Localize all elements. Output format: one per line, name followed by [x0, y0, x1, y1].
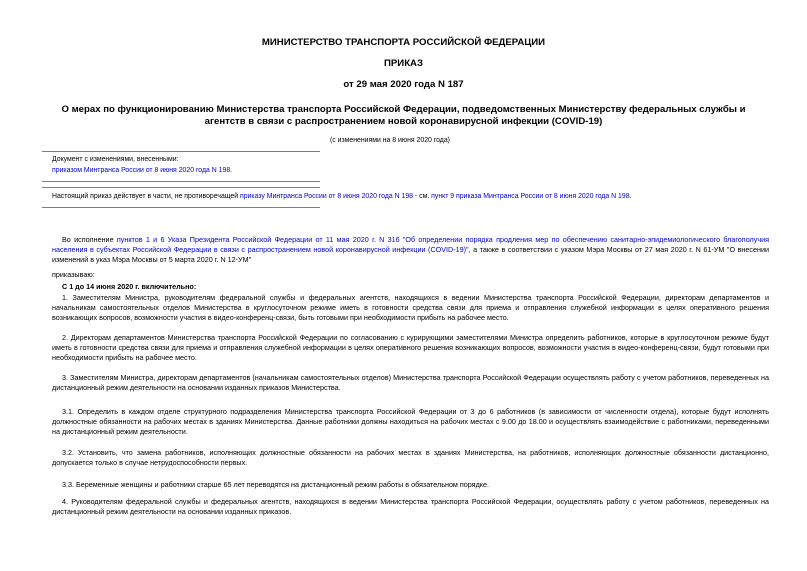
validity-point-link[interactable]: пункт 9 приказа Минтранса России от 8 июня 2020 года N 198 — [431, 193, 630, 200]
paragraph-2: 2. Директорам департаментов Министерства транспорта Российской Федерации по согласованию с курирующими заместителями Министра определить работников, которые в круглосуточном режиме будут иметь в готовности средства связи для приема и отправления служебной информации в целях оперативного решения возникающих вопросов, возможности участия в видео-конференц-связи, будут готовыми при необходимости прибыть на рабочее место. — [52, 333, 769, 362]
paragraph-3-3: 3.3. Беременные женщины и работники старше 65 лет переводятся на дистанционный режим работы в обязательном порядке. — [62, 480, 489, 489]
paragraph-3-2: 3.2. Установить, что замена работников, исполняющих должностные обязанности на рабочих местах в зданиях Министерства, на работников, исполняющих должностные обязанности дистанционно, допускается только в случае нетрудоспособности первых. — [52, 448, 769, 467]
paragraph-3-1: 3.1. Определить в каждом отделе структурного подразделения Министерства транспорта Российской Федерации от 3 до 6 работников (в зависимости от численности отдела), которые будут исполнять должностные обязанности на рабочих местах в зданиях Министерства. Данные работники должны находиться на рабочих местах с 9.00 до 18.00 и осуществлять взаимодействие с работниками, переведенными на дистанционный режим деятельности. — [52, 407, 769, 436]
validity-prefix: Настоящий приказ действует в части, не противоречащей — [52, 193, 240, 200]
amendment-order-link[interactable]: приказом Минтранса России от 8 июня 2020 года N 198 — [52, 167, 231, 174]
period-heading: С 1 до 14 июня 2020 г. включительно: — [62, 282, 197, 291]
validity-note — [52, 192, 631, 202]
date-number-heading: от 29 мая 2020 года N 187 — [343, 79, 464, 90]
intro-text-end: , а также в соответствии с указом Мэра Москвы от 27 мая 2020 г. N 61-УМ "О внесении изменений в указ Мэра Москвы от 5 марта 2020 г. N 12-УМ" — [52, 244, 769, 264]
paragraph-4: 4. Руководителям федеральной службы и федеральных агентств, находящихся в ведении Министерства транспорта Российской Федерации, осуществлять работу с учетом работников, переведенных на дистанционный режим деятельности на основании изданных приказов. — [52, 497, 769, 516]
paragraph-1: 1. Заместителям Министра, руководителям федеральной службы и федеральных агентств, находящихся в ведении Министерства транспорта Российской Федерации, директорам департаментов и начальникам самостоятельных отделов Министерства в круглосуточном режиме иметь в готовности средства связи для приема и отправления служебной информации в целях оперативного решения возникающих вопросов, возможности участия в видео-конференц-связи, быть готовыми при необходимости прибыть на рабочее место. — [52, 293, 769, 322]
doc-type-heading: ПРИКАЗ — [384, 58, 423, 69]
validity-order-link[interactable]: приказу Минтранса России от 8 июня 2020 года N 198 — [239, 193, 414, 200]
divider-line — [42, 181, 320, 182]
intro-paragraph — [52, 235, 769, 265]
paragraph-3: 3. Заместителям Министра, директорам департаментов (начальникам самостоятельных отделов) Министерства транспорта Российской Федерации осуществлять работу с учетом работников, переведенных на дистанционный режим деятельности на основании изданных приказов Министерства. — [52, 373, 769, 392]
changes-note: (с изменениями на 8 июня 2020 года) — [330, 137, 450, 144]
amendments-label: Документ с изменениями, внесенными: — [52, 156, 179, 163]
intro-text-start: Во исполнение — [62, 235, 117, 244]
decree-link[interactable]: пунктов 1 и 6 Указа Президента Российской Федерации от 11 мая 2020 г. N 316 "Об определении порядка продления мер по обеспечению санитарно-эпидемиологического благополучия населения в субъектах Российской Федерации в связи с распространением новой коронавирусной инфекции (COVID-19)" — [52, 235, 769, 254]
ministry-heading: МИНИСТЕРСТВО ТРАНСПОРТА РОССИЙСКОЙ ФЕДЕРАЦИИ — [261, 37, 546, 48]
validity-suffix: . — [629, 193, 632, 200]
document-title: О мерах по функционированию Министерства транспорта Российской Федерации, подведомственных Министерству федеральных службы и агентств в связи с распространением новой коронавирусной инфекции (COVID-19) — [61, 104, 746, 127]
orders-word: приказываю: — [52, 270, 95, 279]
amendment-link-suffix: . — [230, 167, 233, 174]
validity-middle: - см. — [413, 193, 432, 200]
divider-line — [42, 187, 320, 188]
divider-line — [42, 151, 320, 152]
amendments-row — [52, 166, 232, 176]
divider-line — [42, 207, 320, 208]
